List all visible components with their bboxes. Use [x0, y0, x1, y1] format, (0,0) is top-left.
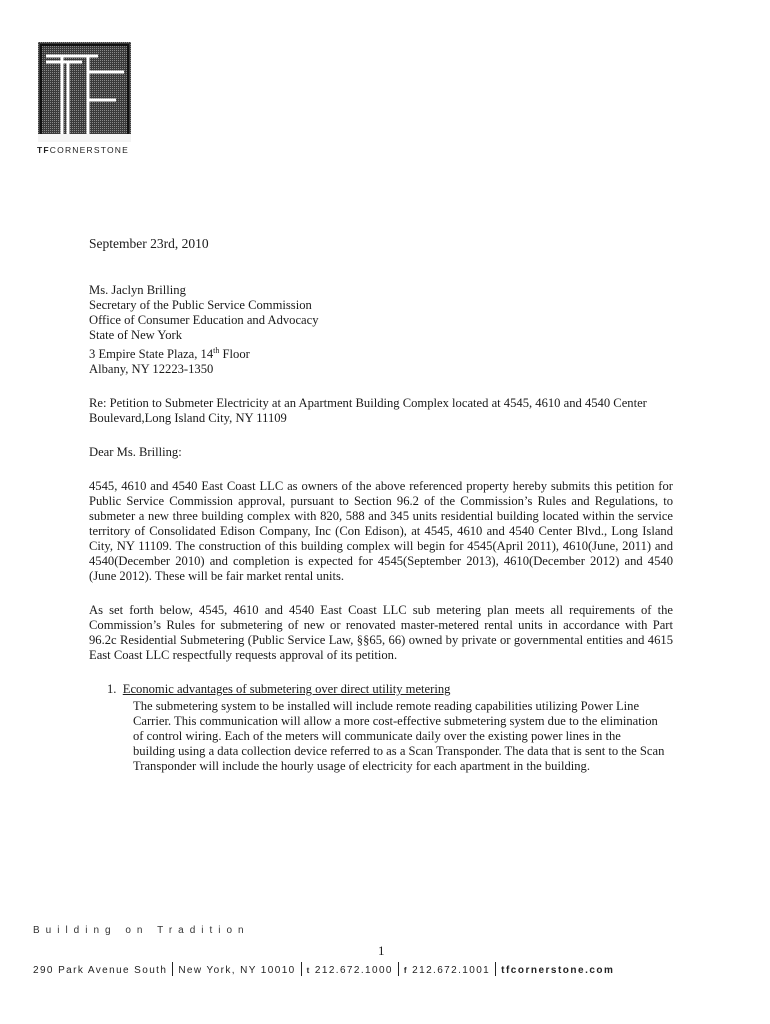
recipient-line: Albany, NY 12223-1350	[89, 362, 214, 377]
recipient-address	[89, 283, 673, 377]
street-pre: 3 Empire State Plaza, 14	[89, 347, 214, 362]
divider	[495, 962, 496, 976]
footer-tagline: Building on Tradition	[33, 925, 250, 936]
recipient-line: Ms. Jaclyn Brilling	[89, 283, 186, 297]
street-sup: th	[213, 346, 220, 355]
section-number: 1.	[107, 682, 117, 697]
subject-line: Re: Petition to Submeter Electricity at an Apartment Building Complex located at 4545, 4610 and 4540 Center Boulevard,Long Island City, NY 11109	[89, 396, 647, 426]
divider	[172, 962, 173, 976]
footer-fax: 212.672.1001	[412, 965, 491, 976]
section-heading	[107, 682, 673, 697]
letter-body	[89, 236, 673, 774]
phone-icon: t	[306, 966, 311, 975]
divider	[398, 962, 399, 976]
footer-phone: 212.672.1000	[314, 965, 393, 976]
footer-city: New York, NY 10010	[178, 965, 296, 976]
recipient-line: Office of Consumer Education and Advocacy	[89, 313, 319, 327]
paragraph-compliance: As set forth below, 4545, 4610 and 4540 East Coast LLC sub metering plan meets all requirements of the Commission’s Rules for submetering of new or renovated master-metered rental units in accordance with Part 96.2c Residential Submetering (Public Service Law, §§65, 66) owned by private or governmental entities and 4615 East Coast LLC respectfully requests approval of its petition.	[89, 603, 673, 663]
salutation: Dear Ms. Brilling:	[89, 445, 182, 460]
recipient-line: State of New York	[89, 328, 183, 342]
footer-website: tfcornerstone.com	[501, 965, 615, 976]
brand-rest: CORNERSTONE	[49, 145, 129, 155]
divider	[301, 962, 302, 976]
letter-date: September 23rd, 2010	[89, 236, 209, 251]
footer-street: 290 Park Avenue South	[33, 965, 168, 976]
footer-contact	[33, 962, 614, 976]
brand-wordmark	[37, 145, 129, 155]
recipient-street-line	[89, 343, 673, 362]
brand-bold: TF	[37, 145, 50, 155]
section-body: The submetering system to be installed will include remote reading capabilities utilizing Power Line Carrier. This communication will allow a more cost-effective submetering system due to the elimination of control wiring. Each of the meters will communicate daily over the existing power lines in the building using a data collection device referred to as a Scan Transponder. The data that is sent to the Scan Transponder will include the hourly usage of electricity for each apartment in the building.	[133, 699, 665, 774]
fax-icon: f	[403, 966, 408, 975]
tf-cornerstone-logo	[38, 42, 131, 142]
street-post: Floor	[219, 347, 250, 362]
numbered-section	[107, 682, 673, 774]
page-number: 1	[378, 943, 385, 958]
section-title: Economic advantages of submetering over direct utility metering	[122, 682, 451, 697]
recipient-line: Secretary of the Public Service Commission	[89, 298, 312, 312]
paragraph-intro: 4545, 4610 and 4540 East Coast LLC as owners of the above referenced property hereby submits this petition for Public Service Commission approval, pursuant to Section 96.2 of the Commission’s Rules and Regulations, to submeter a new three building complex with 820, 588 and 345 units residential building located within the service territory of Consolidated Edison Company, Inc (Con Edison), at 4545, 4610 and 4540 Center Blvd., Long Island City, NY 11109. The construction of this building complex will begin for 4545(April 2011), 4610(June, 2011) and 4540(December 2010) and completion is expected for 4545(September 2013), 4610(December 2012) and 4540 (June 2012). These will be fair market rental units.	[89, 479, 673, 584]
